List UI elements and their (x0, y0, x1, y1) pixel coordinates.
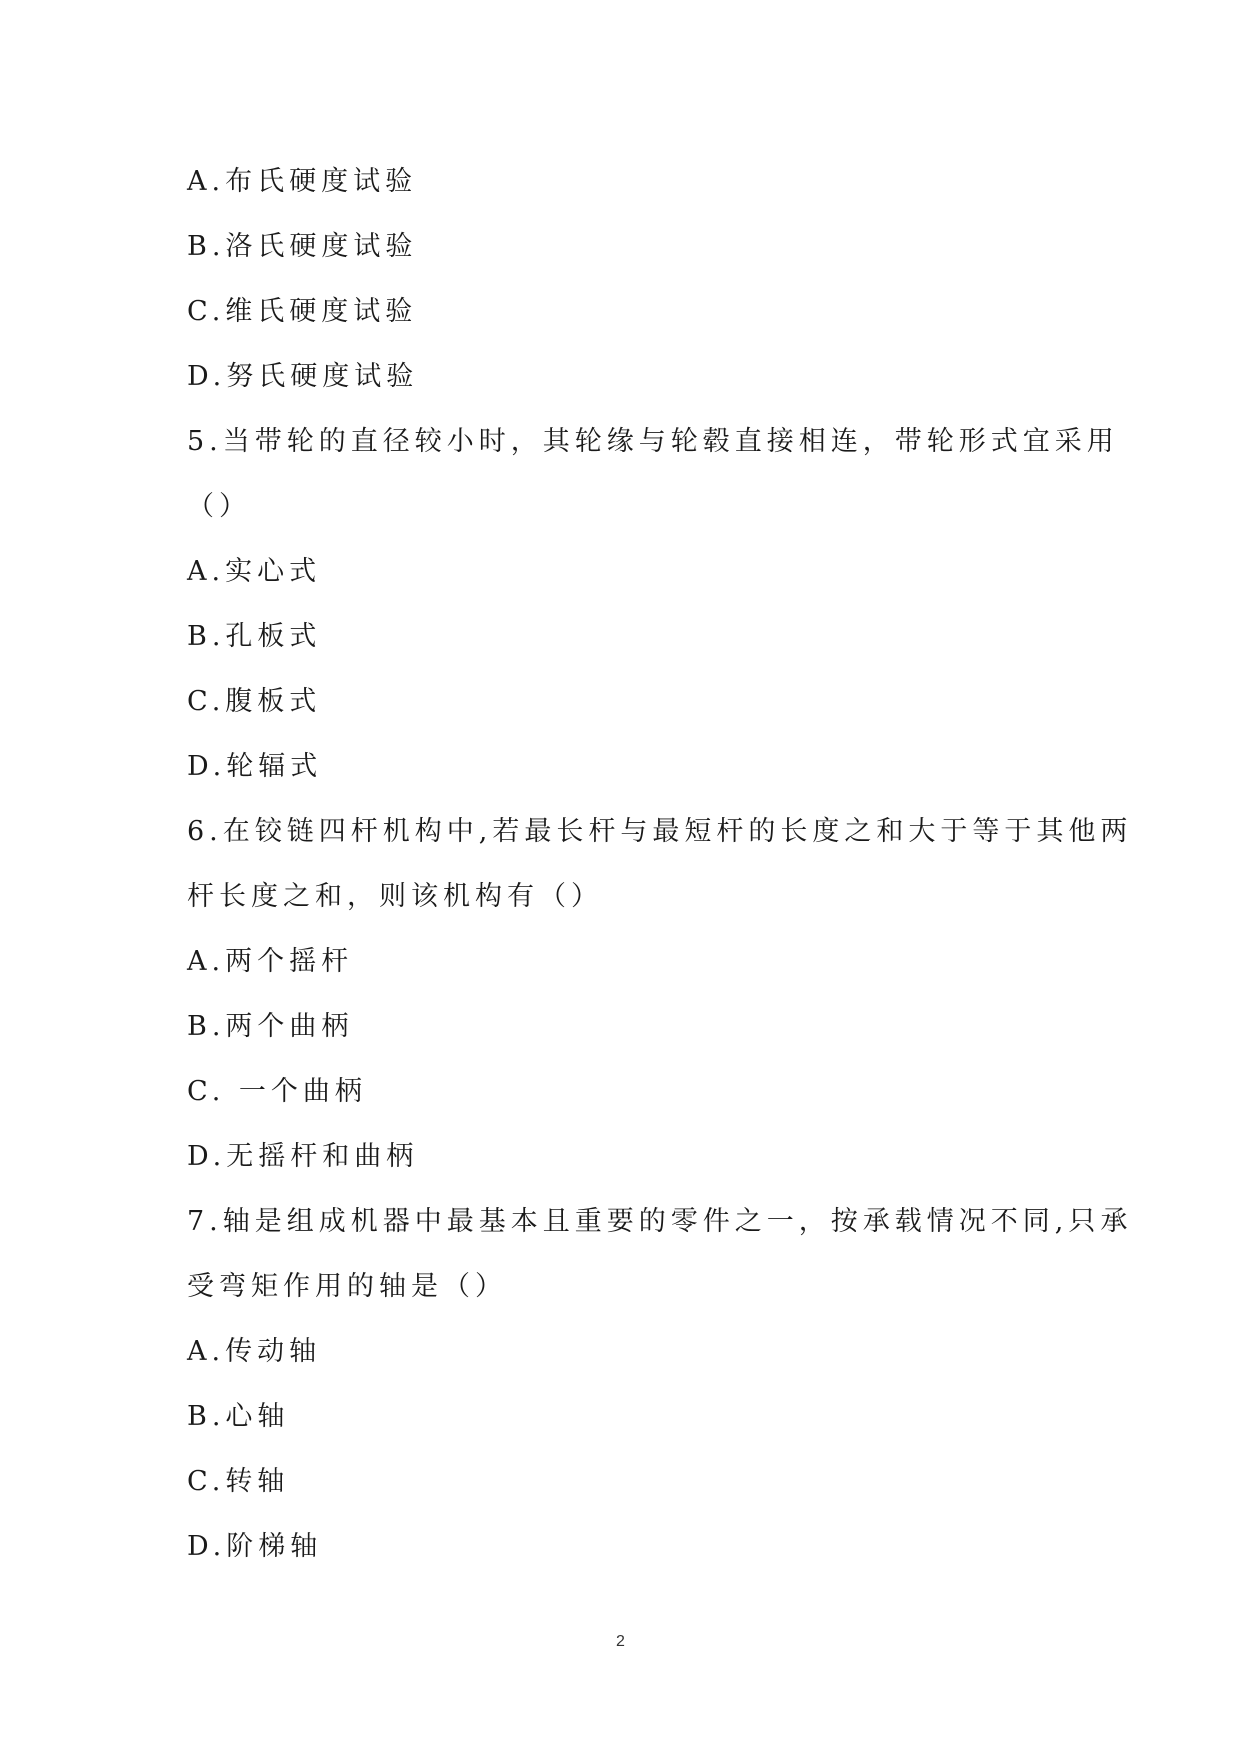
q6-option-d: D.无摇杆和曲柄 (187, 1141, 419, 1172)
q7-option-b: B.心轴 (187, 1401, 290, 1432)
q6-option-a: A.两个摇杆 (187, 946, 354, 977)
q4-option-a: A.布氏硬度试验 (187, 166, 418, 197)
q5-option-c: C.腹板式 (187, 686, 322, 717)
q4-option-b: B.洛氏硬度试验 (187, 231, 418, 262)
q7-option-d: D.阶梯轴 (187, 1531, 323, 1562)
q7-stem-line1: 7.轴是组成机器中最基本且重要的零件之一，按承载情况不同,只承 (187, 1206, 1133, 1237)
q5-stem-line2: （） (187, 491, 251, 522)
q6-option-c: C. 一个曲柄 (187, 1076, 367, 1107)
q5-option-d: D.轮辐式 (187, 751, 323, 782)
q4-option-d: D.努氏硬度试验 (187, 361, 419, 392)
q6-stem-line1: 6.在铰链四杆机构中,若最长杆与最短杆的长度之和大于等于其他两 (187, 816, 1133, 847)
q5-stem-line1: 5.当带轮的直径较小时，其轮缘与轮毂直接相连，带轮形式宜采用 (187, 426, 1119, 457)
q5-option-b: B.孔板式 (187, 621, 322, 652)
q5-option-a: A.实心式 (187, 556, 322, 587)
q6-option-b: B.两个曲柄 (187, 1011, 354, 1042)
q7-stem-line2: 受弯矩作用的轴是（） (187, 1271, 507, 1302)
q6-stem-line2: 杆长度之和，则该机构有（） (187, 881, 603, 912)
q7-option-c: C.转轴 (187, 1466, 290, 1497)
q7-option-a: A.传动轴 (187, 1336, 322, 1367)
q4-option-c: C.维氏硬度试验 (187, 296, 418, 327)
page-number: 2 (616, 1633, 625, 1650)
